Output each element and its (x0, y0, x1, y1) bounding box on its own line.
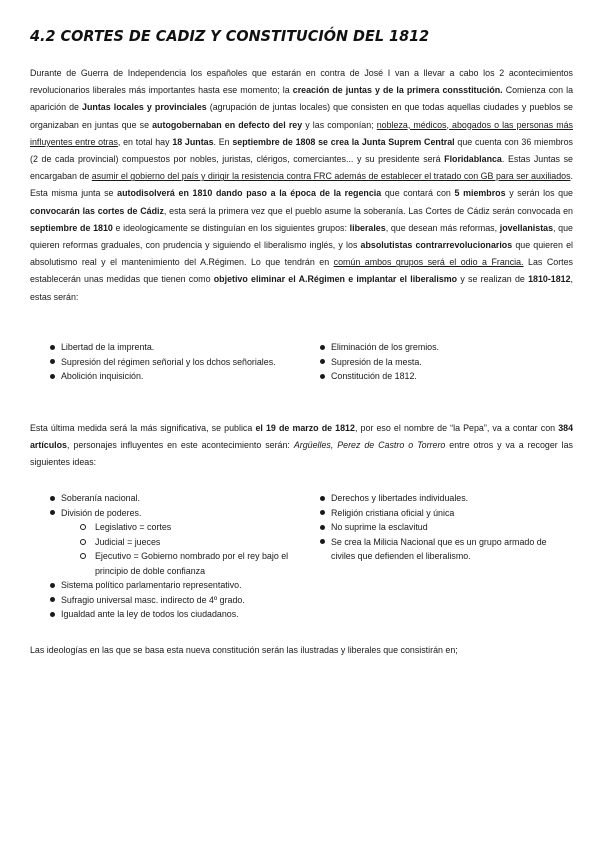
text-run: . En (213, 136, 233, 147)
text-run: que quieren el absolutismo real y el mantenimiento del A.Régimen. Lo que tendrán en (30, 240, 573, 268)
text-run: , personajes influyentes en este acontecimiento serán: (67, 440, 294, 451)
text-run: , en total hay (117, 136, 173, 147)
text-run: e ideologicamente se distinguían en los siguientes grupos: (112, 222, 350, 233)
text-run: que contará con (381, 188, 455, 199)
text-run: y las componían; (302, 119, 377, 130)
text-run: , que desean más reformas, (385, 222, 500, 233)
list-item: Supresión del régimen señorial y los dchos señoriales. (31, 355, 291, 370)
closing-paragraph: Las ideologías en las que se basa esta nueva constitución serán las ilustradas y liberales que consistirán en; (30, 645, 458, 655)
text-run: creación de juntas y de la primera consstitución. (292, 85, 503, 96)
list-item (31, 506, 321, 579)
list-item: Sistema político parlamentario representativo. (31, 578, 321, 593)
text-run: autodisolverá en 1810 dando paso a la época de la regencia (117, 188, 382, 199)
list-item: Derechos y libertades individuales. (301, 491, 571, 506)
text-run: Comienza con la aparición de (30, 85, 574, 113)
text-run: 384 artículos (30, 423, 574, 451)
text-run: , por eso el nombre de “la Pepa”, va a contar con (354, 423, 559, 433)
text-run: jovellanistas (499, 222, 554, 233)
text-run: Esta última medida será la más significativa, se publica (30, 423, 256, 433)
text-run: entre otros y va a recoger las siguientes ideas: (30, 440, 573, 468)
text-run: Argüelles, Perez de Castro o Torrero (293, 440, 446, 451)
page-title: 4.2 CORTES DE CADIZ Y CONSTITUCIÓN DEL 1812 (30, 27, 430, 45)
text-run: septiembre de 1808 se crea la Junta Suprem Central (232, 136, 455, 147)
text-run: 18 Juntas (172, 136, 214, 147)
text-run: liberales (349, 222, 386, 233)
list-item: Sufragio universal masc. indirecto de 4º grado. (31, 593, 321, 608)
text-run: septiembre de 1810 (30, 222, 113, 233)
text-run: (agrupación de juntas locales) que consisten en que todas aquellas ciudades y pueblos se organizaban en juntas que se (30, 102, 573, 130)
list-item: Ejecutivo = Gobierno nombrado por el rey bajo el principio de doble confianza (61, 549, 321, 578)
list-item: Legislativo = cortes (61, 520, 321, 535)
text-run: , estas serán: (30, 274, 573, 302)
text-run: , que quieren reformas graduales, con prudencia y siguiendo el liberalismo inglés, y los (30, 222, 573, 251)
list-item: Libertad de la imprenta. (31, 340, 291, 355)
text-run: Floridablanca (444, 154, 502, 165)
text-run: Juntas locales y provinciales (82, 102, 207, 113)
list-item: Supresión de la mesta. (301, 355, 571, 370)
text-run: . Esta misma junta se (30, 171, 573, 199)
measures-list-left (31, 340, 291, 384)
list-item: Soberanía nacional. (31, 491, 321, 506)
list-item: Religión cristiana oficial y única (301, 506, 571, 521)
constitution-paragraph (30, 420, 573, 472)
text-run: 5 miembros (454, 188, 506, 199)
text-run: común ambos grupos será el odio a Francia. (333, 257, 524, 268)
list-item: Abolición inquisición. (31, 369, 291, 384)
text-run: . Estas Juntas se encargaban de (30, 154, 573, 182)
list-item: Igualdad ante la ley de todos los ciudadanos. (31, 607, 321, 622)
ideas-list-left (31, 491, 321, 622)
text-run: objetivo eliminar el A.Régimen e implantar el liberalismo (213, 274, 458, 285)
measures-list-right (301, 340, 571, 384)
text-run: asumir el gobierno del país y dirigir la resistencia contra FRC además de establecer el tratado con GB para ser auxiliados (91, 171, 571, 182)
text-run: , esta será la primera vez que el pueblo asume la soberanía. Las Cortes de Cádiz serán convocada en (163, 205, 573, 216)
text-run: que cuenta con 36 miembros (2 de cada provincial) compuestos por nobles, juristas, clérigos, comerciantes... y su presidente será (30, 136, 573, 165)
text-run: el 19 de marzo de 1812 (255, 423, 355, 433)
text-run: y serán los que (505, 188, 573, 199)
text-run: autogobernaban en defecto del rey (152, 119, 303, 130)
list-item: Judicial = jueces (61, 535, 321, 550)
list-item: No suprime la esclavitud (301, 520, 571, 535)
text-run: 1810-1812 (528, 274, 571, 285)
intro-paragraph (30, 65, 573, 306)
text-run: Durante de Guerra de Independencia los españoles que estarán en contra de José I van a llevar a cabo los 2 acontecimientos revolucionarios liberales más importantes hasta ese momento; la (30, 68, 573, 96)
list-item: Eliminación de los gremios. (301, 340, 571, 355)
list-item: Constitución de 1812. (301, 369, 571, 384)
text-run: Las Cortes establecerán unas medidas que tienen como (30, 257, 573, 285)
text-run: convocarán las cortes de Cádiz (30, 205, 164, 216)
powers-sublist (61, 520, 321, 578)
text-run: y se realizan de (457, 274, 529, 285)
ideas-list-right (301, 491, 571, 564)
list-item-label: División de poderes. (61, 507, 142, 518)
text-run: nobleza, médicos, abogados o las personas más influyentes entre otras (30, 119, 573, 147)
list-item: Se crea la Milicia Nacional que es un grupo armado de civiles que defienden el liberalismo. (301, 535, 571, 564)
text-run: absolutistas contrarrevolucionarios (360, 240, 513, 251)
